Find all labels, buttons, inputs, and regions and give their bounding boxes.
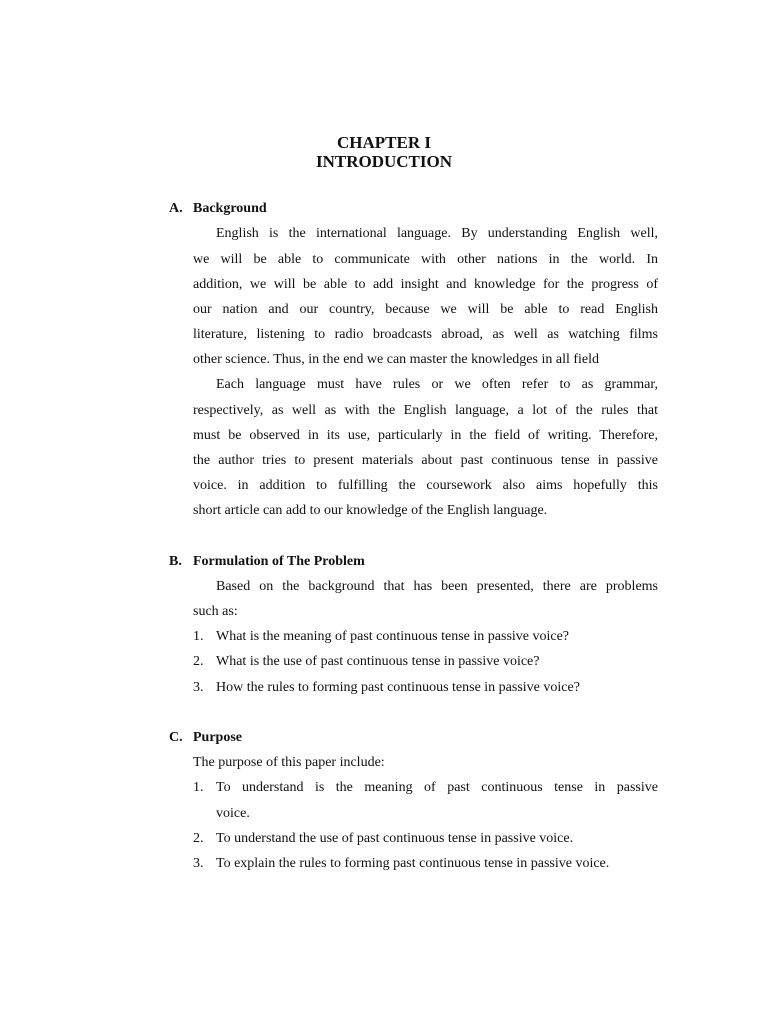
list-number: 3. <box>193 680 204 695</box>
list-number: 1. <box>193 780 204 795</box>
section-heading-background <box>169 199 267 219</box>
section-title: Formulation of The Problem <box>193 554 365 569</box>
section-title: Purpose <box>193 730 242 745</box>
list-number: 1. <box>193 629 204 644</box>
list-item: How the rules to forming past continuous tense in passive voice? <box>216 680 580 695</box>
list-item: What is the use of past continuous tense in passive voice? <box>216 654 540 669</box>
paragraph-line: respectively, as well as with the English language, a lot of the rules that <box>193 403 658 418</box>
list-number: 2. <box>193 654 204 669</box>
section-letter: B. <box>169 554 182 569</box>
paragraph-line: addition, we will be able to add insight and knowledge for the progress of <box>193 277 658 292</box>
paragraph-line: short article can add to our knowledge of the English language. <box>193 503 548 518</box>
list-number: 2. <box>193 831 204 846</box>
paragraph-line: The purpose of this paper include: <box>193 755 385 770</box>
section-letter: C. <box>169 730 183 745</box>
paragraph-line: such as: <box>193 604 238 619</box>
list-item: To understand is the meaning of past continuous tense in passive <box>216 780 658 795</box>
paragraph-line: the author tries to present materials about past continuous tense in passive <box>193 453 658 468</box>
section-heading-purpose <box>169 728 242 748</box>
paragraph-line: English is the international language. By understanding English well, <box>216 226 658 241</box>
paragraph-line: literature, listening to radio broadcasts abroad, as well as watching films <box>193 327 658 342</box>
section-title: Background <box>193 201 267 216</box>
section-letter: A. <box>169 201 183 216</box>
paragraph-line: other science. Thus, in the end we can master the knowledges in all field <box>193 352 599 367</box>
paragraph-line: voice. in addition to fulfilling the coursework also aims hopefully this <box>193 478 658 493</box>
list-number: 3. <box>193 856 204 871</box>
paragraph-line: Each language must have rules or we often refer to as grammar, <box>216 377 658 392</box>
section-heading-formulation <box>169 552 365 572</box>
paragraph-line: must be observed in its use, particularly in the field of writing. Therefore, <box>193 428 658 443</box>
list-item-continuation: voice. <box>216 806 250 821</box>
paragraph-line: we will be able to communicate with other nations in the world. In <box>193 252 658 267</box>
paragraph-line: our nation and our country, because we will be able to read English <box>193 302 658 317</box>
list-item: To understand the use of past continuous tense in passive voice. <box>216 831 574 846</box>
list-item: To explain the rules to forming past continuous tense in passive voice. <box>216 856 610 871</box>
paragraph-line: Based on the background that has been presented, there are problems <box>216 579 658 594</box>
chapter-number: CHAPTER I <box>337 133 431 152</box>
chapter-title: INTRODUCTION <box>315 152 453 171</box>
list-item: What is the meaning of past continuous tense in passive voice? <box>216 629 570 644</box>
